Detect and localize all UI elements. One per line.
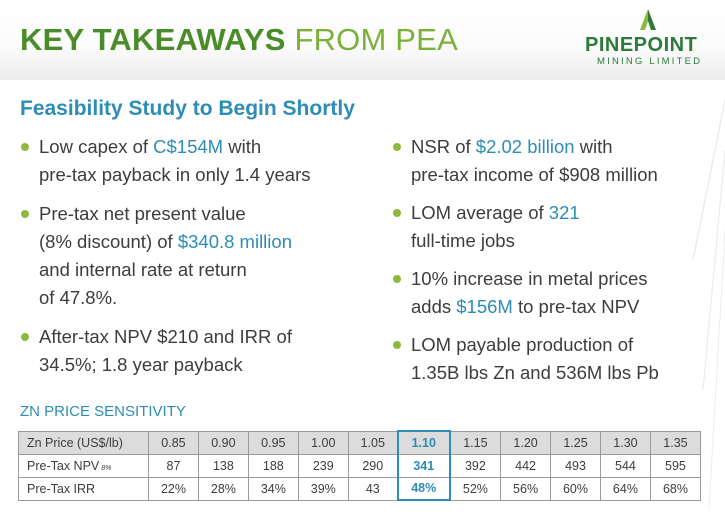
- table-cell: 1.00: [298, 431, 348, 454]
- title-bold: KEY TAKEAWAYS: [20, 22, 286, 57]
- table-cell: 239: [298, 454, 348, 477]
- row-label: Zn Price (US$/lb): [19, 431, 149, 454]
- row-label: Pre-Tax IRR: [19, 477, 149, 500]
- table-cell: 1.10: [398, 431, 450, 454]
- table-cell: 28%: [198, 477, 248, 500]
- pine-point-logo-icon: [638, 8, 658, 32]
- bullet-jobs: LOM average of 321 full-time jobs: [392, 199, 712, 255]
- left-bullet-list: [20, 133, 375, 390]
- table-cell: 544: [600, 454, 650, 477]
- table-cell: 52%: [450, 477, 501, 500]
- table-cell: 188: [248, 454, 298, 477]
- table-cell: 1.05: [348, 431, 398, 454]
- table-cell: 1.30: [600, 431, 650, 454]
- table-row: [19, 431, 701, 454]
- table-cell: 87: [149, 454, 199, 477]
- bullet-npv: Pre-tax net present value (8% discount) of $340.8 million and internal rate at return of 47.8%.: [20, 200, 375, 312]
- table-cell: 595: [650, 454, 700, 477]
- table-cell: 0.95: [248, 431, 298, 454]
- table-cell: 1.35: [650, 431, 700, 454]
- table-cell: 22%: [149, 477, 199, 500]
- bullet-after-tax: After-tax NPV $210 and IRR of 34.5%; 1.8 year payback: [20, 323, 375, 379]
- table-cell: 1.25: [551, 431, 601, 454]
- logo-subtitle: MINING LIMITED: [597, 56, 703, 67]
- bullet-dot: [21, 143, 29, 151]
- table-row: [19, 454, 701, 477]
- table-cell: 1.15: [450, 431, 501, 454]
- table-cell: 48%: [398, 477, 450, 500]
- sensitivity-table: [18, 430, 701, 501]
- bullet-capex: Low capex of C$154M with pre-tax payback in only 1.4 years: [20, 133, 375, 189]
- bullet-dot: [393, 143, 401, 151]
- table-cell: 138: [198, 454, 248, 477]
- table-cell: 68%: [650, 477, 700, 500]
- bullet-dot: [393, 209, 401, 217]
- table-cell: 1.20: [501, 431, 551, 454]
- bullet-dot: [393, 341, 401, 349]
- table-cell: 392: [450, 454, 501, 477]
- table-cell: 64%: [600, 477, 650, 500]
- sensitivity-title: ZN PRICE SENSITIVITY: [20, 403, 186, 420]
- table-cell: 56%: [501, 477, 551, 500]
- table-cell: 442: [501, 454, 551, 477]
- row-label: Pre-Tax NPV 8%: [19, 454, 149, 477]
- right-bullet-list: [392, 133, 712, 397]
- table-cell: 493: [551, 454, 601, 477]
- company-logo: [585, 8, 715, 72]
- bullet-metal-prices: 10% increase in metal prices adds $156M to pre-tax NPV: [392, 265, 712, 321]
- row-label-subscript: 8%: [99, 464, 112, 472]
- logo-name: PINEPOINT: [585, 34, 698, 56]
- table-cell: 0.85: [149, 431, 199, 454]
- table-cell: 43: [348, 477, 398, 500]
- table-cell: 0.90: [198, 431, 248, 454]
- table-cell: 39%: [298, 477, 348, 500]
- slide-title: [20, 22, 458, 58]
- table-cell: 341: [398, 454, 450, 477]
- bullet-dot: [393, 275, 401, 283]
- bullet-dot: [21, 333, 29, 341]
- table-cell: 290: [348, 454, 398, 477]
- table-cell: 60%: [551, 477, 601, 500]
- slide-header: [0, 0, 725, 80]
- table-row: [19, 477, 701, 500]
- section-subtitle: Feasibility Study to Begin Shortly: [20, 97, 355, 120]
- bullet-nsr: NSR of $2.02 billion with pre-tax income of $908 million: [392, 133, 712, 189]
- table-cell: 34%: [248, 477, 298, 500]
- bullet-dot: [21, 210, 29, 218]
- title-rest: FROM PEA: [294, 22, 458, 57]
- bullet-production: LOM payable production of 1.35B lbs Zn and 536M lbs Pb: [392, 331, 712, 387]
